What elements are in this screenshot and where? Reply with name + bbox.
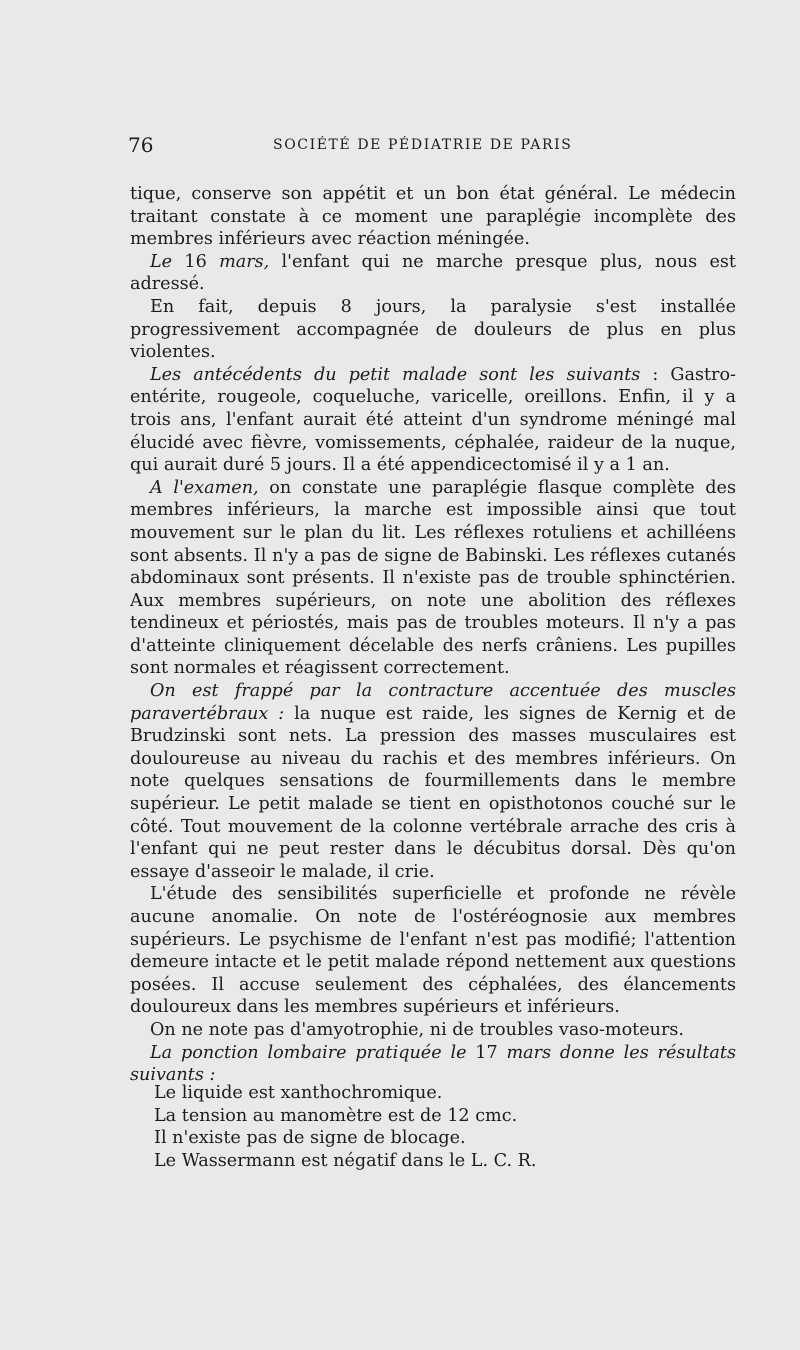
paragraph-text: L'étude des sensibilités superficielle et profonde ne révèle aucune anomalie. On note de l'ostéréognosie aux membres supérieurs. Le psychisme de l'enfant n'est pas modifié; l'attention demeure intacte et le petit malade répond nettement aux questions posées. Il accuse seulement des céphalées, des élancements douloureux dans les membres supérieurs et inférieurs. — [130, 884, 736, 1018]
paragraph-italic: Les antécédents du petit malade sont les suivants — [150, 364, 641, 385]
body-text — [130, 183, 736, 1087]
paragraph-text: l'enfant qui ne marche presque plus, nous est adressé. — [130, 251, 737, 295]
paragraph — [130, 364, 736, 477]
running-title: SOCIÉTÉ DE PÉDIATRIE DE PARIS — [273, 137, 573, 153]
paragraph — [130, 883, 736, 1019]
result-line: Le liquide est xanthochromique. — [154, 1083, 443, 1103]
result-line: La tension au manomètre est de 12 cmc. — [154, 1105, 518, 1126]
paragraph-italic: mars, — [219, 251, 270, 272]
paragraph-text: la nuque est raide, les signes de Kernig et de Brudzinski sont nets. La pression des masses musculaires est douloureuse au niveau du rachis et des membres inférieurs. On note quelques sensations de fourmillements dans le membre supérieur. Le petit malade se tient en opisthotonos couché sur le côté. Tout mouvement de la colonne vertébrale arrache des cris à l'enfant qui ne peut rester dans le décubitus dorsal. Dès qu'on essaye d'asseoir le malade, il crie. — [130, 703, 736, 882]
result-line: Il n'existe pas de signe de blocage. — [154, 1128, 466, 1149]
paragraph — [130, 183, 736, 251]
paragraph — [130, 251, 736, 296]
paragraph-text: On ne note pas d'amyotrophie, ni de troubles vaso-moteurs. — [150, 1019, 685, 1040]
paragraph — [130, 1042, 736, 1087]
paragraph-number: 17 — [466, 1042, 507, 1063]
paragraph-number: 16 — [172, 251, 220, 272]
paragraph — [130, 477, 736, 680]
lumbar-puncture-results — [154, 1082, 714, 1172]
paragraph-text: tique, conserve son appétit et un bon état général. Le médecin traitant constate à ce moment une paraplégie incomplète des membres inférieurs avec réaction méningée. — [130, 184, 736, 250]
paragraph-italic: On est frappé par la contracture accentuée des muscles paravertébraux : — [130, 681, 736, 724]
paragraph-italic: mars donne les résultats suivants : — [130, 1042, 736, 1086]
paragraph-italic: A l'examen, — [150, 477, 259, 498]
page-header — [128, 133, 738, 163]
paragraph-italic: Le — [150, 251, 173, 272]
result-line: Le Wassermann est négatif dans le L. C. R. — [154, 1150, 537, 1171]
paragraph-text: on constate une paraplégie flasque complète des membres inférieurs, la marche est impossible ainsi que tout mouvement sur le plan du lit. Les réflexes rotuliens et achilléens sont absents. Il n'y a pas de signe de Babinski. Les réflexes cutanés abdominaux sont présents. Il n'existe pas de trouble sphinctérien. Aux membres supérieurs, on note une abolition des réflexes tendineux et périostés, mais pas de troubles moteurs. Il n'y a pas d'atteinte cliniquement décelable des nerfs crâniens. Les pupilles sont normales et réagissent correctement. — [130, 477, 736, 679]
page-number: 76 — [128, 133, 154, 157]
paragraph-text: En fait, depuis 8 jours, la paralysie s'est installée progressivement accompagnée de douleurs de plus en plus violentes. — [130, 296, 736, 363]
paragraph-text: : Gastro-entérite, rougeole, coqueluche, varicelle, oreillons. Enfin, il y a trois ans, l'enfant aurait été atteint d'un syndrome méningé mal élucidé avec fièvre, vomissements, céphalée, raideur de la nuque, qui aurait duré 5 jours. Il a été appendicectomisé il y a 1 an. — [130, 364, 736, 476]
paragraph — [130, 680, 736, 883]
paragraph-italic: La ponction lombaire pratiquée le — [150, 1042, 467, 1063]
paragraph — [130, 1019, 736, 1042]
paragraph — [130, 296, 736, 364]
